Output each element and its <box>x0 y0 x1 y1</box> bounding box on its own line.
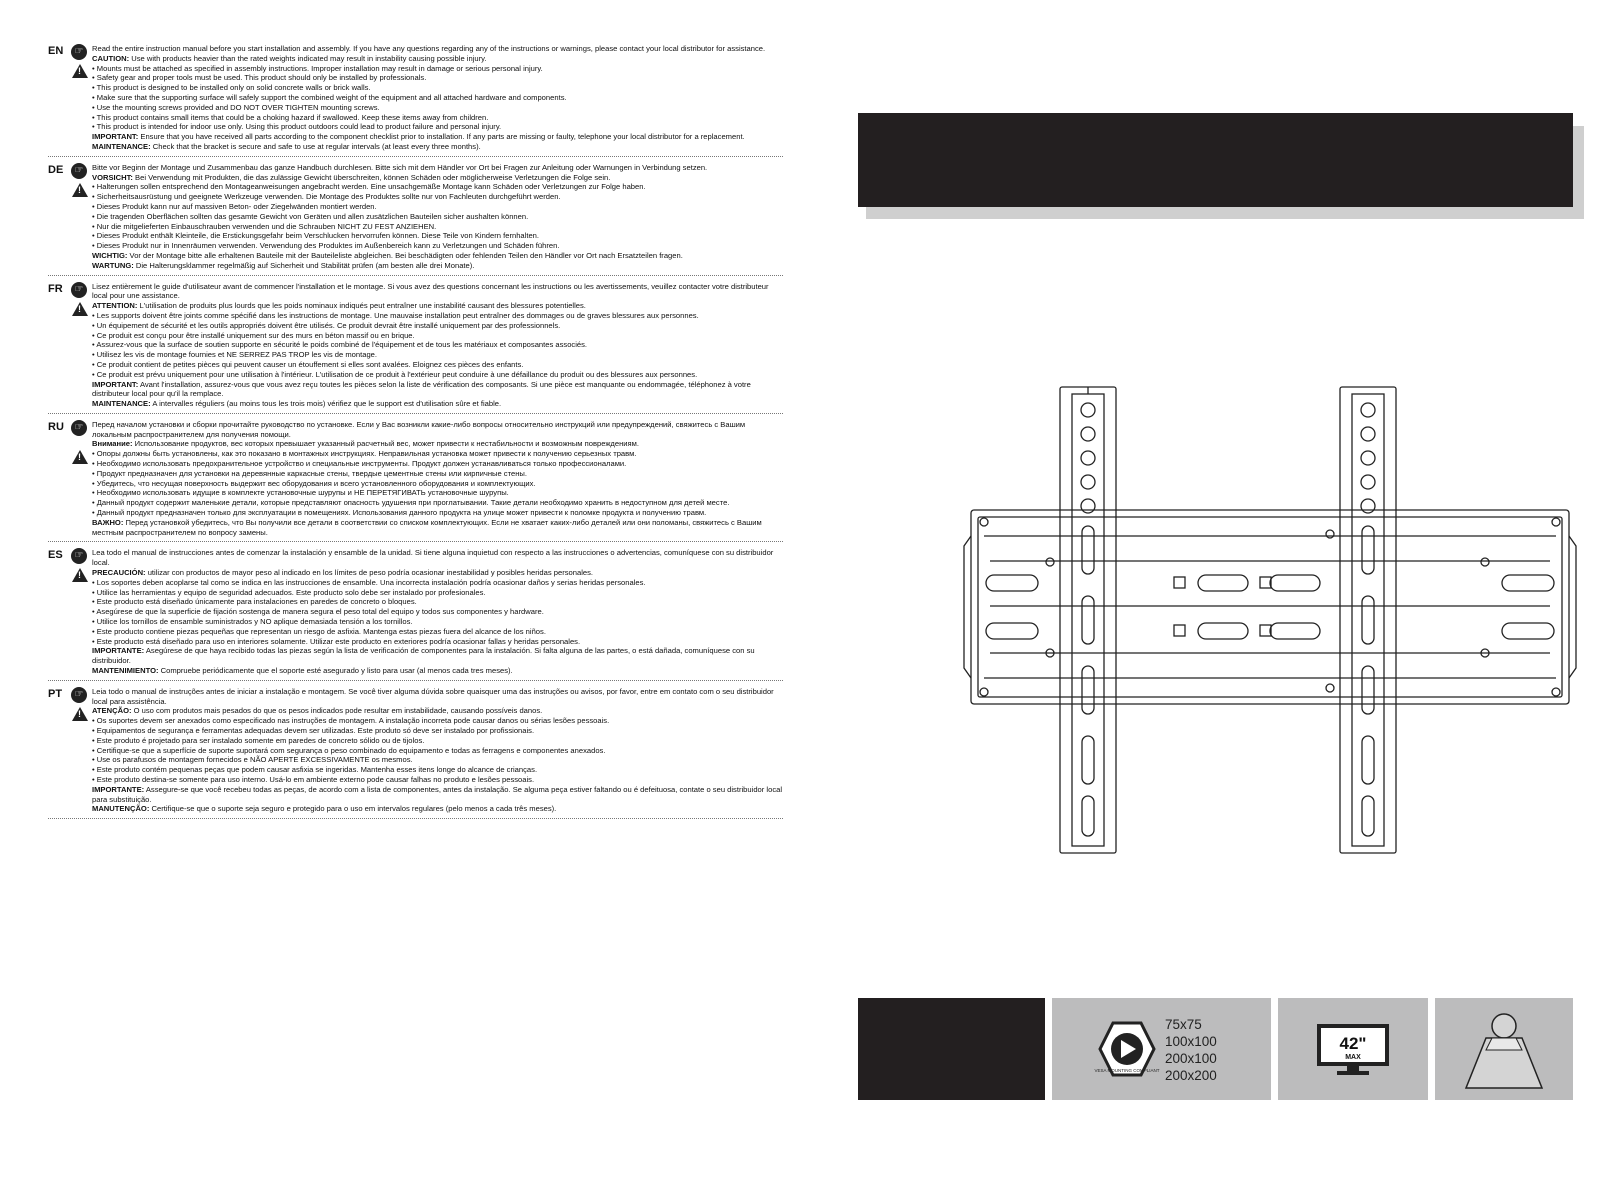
instruction-text: Compruebe periódicamente que el soporte esté asegurado y listo para usar (al menos cada tres meses). <box>158 666 513 676</box>
instruction-line <box>92 261 783 271</box>
instruction-line <box>92 518 783 538</box>
model-block <box>858 998 1045 1100</box>
vesa-compliant-icon <box>1094 1020 1160 1078</box>
read-manual-icon: ☞ <box>71 548 87 564</box>
instruction-text: L'utilisation de produits plus lourds que les poids nominaux indiqués peut entraîner une instabilité causant des blessures potentielles. <box>137 301 586 311</box>
instruction-label: Внимание: <box>92 439 133 449</box>
instruction-text: Assegure-se que você recebeu todas as peças, de acordo com a lista de componentes, antes da instalação. Se alguma peça estiver faltando ou é defeituosa, contate o seu distribuidor local para substituição. <box>92 784 783 804</box>
max-label: MAX <box>1345 1054 1361 1061</box>
instruction-text: Use with products heavier than the rated weights indicated may result in instability causing possible injury. <box>129 53 487 63</box>
language-section-de <box>48 163 783 276</box>
instruction-label: ВАЖНО: <box>92 517 124 527</box>
instruction-text: Bitte vor Beginn der Montage und Zusammenbau das ganze Handbuch durchlesen. Bitte sich mit dem Händler vor Ort bei Fragen zur Anleitung oder Warnungen in Verbindung setzen. <box>92 162 708 172</box>
instruction-text: • Dieses Produkt kann nur auf massiven Beton- oder Ziegelwänden montiert werden. <box>92 201 377 211</box>
instruction-line <box>92 380 783 400</box>
instruction-line <box>92 173 783 183</box>
instruction-line <box>92 103 783 113</box>
language-code: RU <box>48 420 64 433</box>
instruction-text: • Un équipement de sécurité et les outils appropriés doivent être utilisés. Ce produit devrait être installé uniquement par des professionnels. <box>92 320 561 330</box>
instruction-line <box>92 469 783 479</box>
instruction-line <box>92 321 783 331</box>
instruction-label: MANTENIMIENTO: <box>92 666 159 676</box>
instructions-column <box>48 44 783 825</box>
instruction-line <box>92 231 783 241</box>
instruction-text: • Ce produit contient de petites pièces qui peuvent causer un étouffement si elles sont avalées. Eloignez ces pièces des enfants. <box>92 359 524 369</box>
instruction-label: MANUTENÇÃO: <box>92 804 150 814</box>
instruction-line <box>92 122 783 132</box>
tv-screen-icon <box>1315 1022 1391 1078</box>
instruction-line <box>92 331 783 341</box>
language-code: DE <box>48 163 64 176</box>
instruction-text: • This product contains small items that could be a choking hazard if swallowed. Keep these items away from children. <box>92 112 489 122</box>
instruction-text: • Certifique-se que a superfície de suporte suportará com segurança o peso combinado do equipamento e todas as ferragens e componentes anexados. <box>92 745 606 755</box>
read-manual-icon: ☞ <box>71 420 87 436</box>
instruction-line <box>92 212 783 222</box>
instruction-line <box>92 548 783 568</box>
instruction-label: WICHTIG: <box>92 250 128 260</box>
instruction-text: Bei Verwendung mit Produkten, die das zulässige Gewicht überschreiten, können Schäden oder möglicherweise Verletzungen die Folge sein. <box>132 172 611 182</box>
instruction-label: IMPORTANTE: <box>92 646 145 656</box>
instruction-line <box>92 251 783 261</box>
instruction-line <box>92 597 783 607</box>
instruction-text: • Use the mounting screws provided and DO NOT OVER TIGHTEN mounting screws. <box>92 102 380 112</box>
instruction-label: IMPORTANTE: <box>92 784 145 794</box>
instruction-label: MAINTENANCE: <box>92 399 151 409</box>
instruction-text: • Utilice los tornillos de ensamble suministrados y NO aplique demasiada tensión a los tornillos. <box>92 617 413 627</box>
instruction-text: • Dieses Produkt nur in Innenräumen verwenden. Verwendung des Produktes im Außenbereich kann zu Verletzungen und Schäden führen. <box>92 241 560 251</box>
instruction-text: • Este produto é projetado para ser instalado somente em paredes de concreto sólido ou de tijolos. <box>92 735 425 745</box>
instruction-line <box>92 420 783 440</box>
instruction-line <box>92 568 783 578</box>
instruction-text: Lisez entièrement le guide d'utilisateur avant de commencer l'installation et le montage. Si vous avez des questions concernant les instructions ou les avertissements, veuillez contacter votre distributeur local pour une assistance. <box>92 281 769 301</box>
instruction-text: • Die tragenden Oberflächen sollten das gesamte Gewicht von Geräten und allen zusätzlichen Bauteilen sicher aushalten können. <box>92 211 529 221</box>
instruction-line <box>92 132 783 142</box>
instruction-text: • Assurez-vous que la surface de soutien supporte en sécurité le poids combiné de l'équipement et de tous les matériaux et composantes associés. <box>92 340 588 350</box>
title-banner <box>858 113 1573 207</box>
instruction-label: PRECAUCIÓN: <box>92 568 146 578</box>
instruction-line <box>92 666 783 676</box>
instruction-line <box>92 54 783 64</box>
instruction-line <box>92 736 783 746</box>
read-manual-icon: ☞ <box>71 687 87 703</box>
instruction-text: • Продукт предназначен для установки на деревянные каркасные стены, твердые цементные стены или кирпичные стены. <box>92 468 527 478</box>
max-screen-size: 42" <box>1339 1034 1367 1053</box>
warning-icon <box>72 302 88 316</box>
instruction-text: • Halterungen sollen entsprechend den Montageanweisungen angebracht werden. Eine unsachgemäße Montage kann Schäden oder Verletzungen zur Folge haben. <box>92 182 646 192</box>
read-manual-icon: ☞ <box>71 44 87 60</box>
instruction-text: Asegúrese de que haya recibido todas las piezas según la lista de verificación de componentes para la instalación. Si falta alguna de las partes, o está dañada, comuníquese con su distribuidor. <box>92 646 755 666</box>
instruction-line <box>92 508 783 518</box>
instruction-text: • Mounts must be attached as specified in assembly instructions. Improper installation may result in damage or serious personal injury. <box>92 63 543 73</box>
instruction-text: Ensure that you have received all parts according to the component checklist prior to installation. If any parts are missing or faulty, telephone your local distributor for a replacement. <box>138 132 745 142</box>
instruction-line <box>92 607 783 617</box>
instruction-text: Leia todo o manual de instruções antes de iniciar a instalação e montagem. Se você tiver alguma dúvida sobre quaisquer uma das instruções ou avisos, por favor, entre em contato com o seu distribuidor local para assistência. <box>92 686 774 706</box>
instruction-line <box>92 241 783 251</box>
language-section-pt <box>48 687 783 819</box>
language-code: EN <box>48 45 64 57</box>
instruction-text: Lea todo el manual de instrucciones antes de comenzar la instalación y ensamble de la unidad. Si tiene alguna inquietud con respecto a las instrucciones o advertencias, comuníquese con su distribuidor local. <box>92 548 774 568</box>
instruction-label: IMPORTANT: <box>92 379 139 389</box>
instruction-line <box>92 73 783 83</box>
instruction-line <box>92 804 783 814</box>
language-section-ru <box>48 420 783 543</box>
instruction-line <box>92 755 783 765</box>
language-code: ES <box>48 549 63 562</box>
instruction-line <box>92 370 783 380</box>
instruction-text: • Данный продукт содержит маленькие детали, которые представляют опасность удушения при проглатывании. Такие детали необходимо хранить в недоступном для детей месте. <box>92 498 730 508</box>
instruction-text: • Este producto está diseñado para uso en interiores solamente. Utilizar este producto en exteriores podría ocasionar fallas y heridas personales. <box>92 636 581 646</box>
instruction-text: • Safety gear and proper tools must be used. This product should only be installed by professionals. <box>92 73 427 83</box>
instruction-line <box>92 93 783 103</box>
weight-feature <box>1435 998 1573 1100</box>
instruction-line <box>92 83 783 93</box>
instruction-text: • Sicherheitsausrüstung und geeignete Werkzeuge verwenden. Die Montage des Produktes sollte nur von Fachleuten durchgeführt werden. <box>92 192 561 202</box>
instruction-line <box>92 113 783 123</box>
instruction-text: Certifique-se que o suporte seja seguro e protegido para o uso em intervalos regulares (pelo menos a cada três meses). <box>149 804 557 814</box>
wall-plate <box>964 510 1576 704</box>
instruction-line <box>92 637 783 647</box>
instruction-line <box>92 578 783 588</box>
instruction-text: • Данный продукт предназначен только для эксплуатации в помещениях. Использования данного продукта на улице может привести к поломке продукта и получению травм. <box>92 508 707 518</box>
instruction-label: MAINTENANCE: <box>92 141 151 151</box>
instruction-line <box>92 765 783 775</box>
instruction-text: • Необходимо использовать предохранительное устройство и специальные инструменты. Продукт должен устанавливаться только профессионалами. <box>92 459 627 469</box>
instruction-text: • Опоры должны быть установлены, как это показано в монтажных инструкциях. Неправильная установка может привести к получению серьезных травм. <box>92 449 637 459</box>
warning-icon <box>72 568 88 582</box>
instruction-text: • Ce produit est prévu uniquement pour une utilisation à l'intérieur. L'utilisation de ce produit à l'extérieur peut conduire à une défaillance du produit ou des blessures aux personnes. <box>92 369 698 379</box>
instruction-line <box>92 360 783 370</box>
instruction-line <box>92 706 783 716</box>
weight-icon <box>1462 1008 1546 1092</box>
language-code: FR <box>48 282 63 295</box>
instruction-label: IMPORTANT: <box>92 132 139 142</box>
instruction-line <box>92 617 783 627</box>
vesa-size: 100x100 <box>1165 1034 1217 1049</box>
instruction-line <box>92 64 783 74</box>
instruction-text: • Este produto destina-se somente para uso interno. Usá-lo em ambiente externo pode causar falhas no produto e lesões pessoais. <box>92 774 535 784</box>
instruction-text: • Utilice las herramientas y equipo de seguridad adecuados. Este producto solo debe ser instalado por profesionales. <box>92 587 486 597</box>
vesa-size: 200x200 <box>1165 1068 1217 1083</box>
warning-icon <box>72 183 88 197</box>
instruction-text: O uso com produtos mais pesados do que os pesos indicados pode resultar em instabilidade, causando possíveis danos. <box>131 706 543 716</box>
left-vertical-arm <box>1060 387 1116 853</box>
instruction-text: • Убедитесь, что несущая поверхность выдержит вес оборудования и всего установленного оборудования и комплектующих. <box>92 478 536 488</box>
instruction-text: • Make sure that the supporting surface will safely support the combined weight of the equipment and all attached hardware and components. <box>92 92 567 102</box>
instruction-label: VORSICHT: <box>92 172 133 182</box>
instruction-line <box>92 785 783 805</box>
instruction-line <box>92 687 783 707</box>
language-section-fr <box>48 282 783 414</box>
instruction-line <box>92 222 783 232</box>
instruction-text: • Les supports doivent être joints comme spécifié dans les instructions de montage. Une mauvaise installation peut entraîner des dommages ou de graves blessures aux personnes. <box>92 310 699 320</box>
language-code: PT <box>48 687 63 700</box>
instruction-line <box>92 449 783 459</box>
instruction-line <box>92 479 783 489</box>
read-manual-icon: ☞ <box>71 163 87 179</box>
instruction-line <box>92 399 783 409</box>
instruction-text: • Utilisez les vis de montage fournies et NE SERREZ PAS TROP les vis de montage. <box>92 350 378 360</box>
instruction-text: • Use os parafusos de montagem fornecidos e NÃO APERTE EXCESSIVAMENTE os mesmos. <box>92 755 413 765</box>
instruction-text: utilizar con productos de mayor peso al indicado en los límites de peso podría ocasionar inestabilidad y posibles heridas personales. <box>145 568 594 578</box>
instruction-label: WARTUNG: <box>92 260 134 270</box>
instruction-text: • Este producto está diseñado únicamente para instalaciones en paredes de concreto o bloques. <box>92 597 417 607</box>
instruction-text: • Ce produit est conçu pour être installé uniquement sur des murs en béton massif ou en brique. <box>92 330 415 340</box>
instruction-line <box>92 163 783 173</box>
instruction-text: • Equipamentos de segurança e ferramentas adequadas devem ser utilizadas. Este produto só deve ser instalado por profissionais. <box>92 726 535 735</box>
instruction-text: Avant l'installation, assurez-vous que vous avez reçu toutes les pièces selon la liste de vérification des composants. Si une pièce est manquante ou endommagée, téléphonez à votre distributeur local pour qu'il la remplace. <box>92 379 751 399</box>
instruction-line <box>92 282 783 302</box>
warning-icon <box>72 64 88 78</box>
wall-mount-bracket-drawing <box>970 386 1570 856</box>
instruction-line <box>92 44 783 54</box>
instruction-text: • Este producto contiene piezas pequeñas que representan un riesgo de asfixia. Mantenga estas piezas fuera del alcance de los niños. <box>92 626 546 636</box>
instruction-text: • Este produto contém pequenas peças que podem causar asfixia se ingeridas. Mantenha esses itens longe do alcance de crianças. <box>92 765 538 775</box>
instruction-line <box>92 716 783 726</box>
instruction-line <box>92 488 783 498</box>
vesa-size: 75x75 <box>1165 1017 1202 1032</box>
instruction-line <box>92 775 783 785</box>
instruction-line <box>92 192 783 202</box>
instruction-line <box>92 142 783 152</box>
instruction-text: • Asegúrese de que la superficie de fijación sostenga de manera segura el peso total del equipo y todos sus componentes y hardware. <box>92 607 544 617</box>
instruction-text: Использование продуктов, вес которых превышает указанный расчетный вес, может привести к нестабильности и возможным повреждениям. <box>132 439 639 449</box>
warning-icon <box>72 707 88 721</box>
instruction-line <box>92 439 783 449</box>
instruction-line <box>92 746 783 756</box>
instruction-line <box>92 350 783 360</box>
instruction-line <box>92 498 783 508</box>
instruction-line <box>92 301 783 311</box>
instruction-text: Перед началом установки и сборки прочитайте руководство по установке. Если у Вас возникли какие-либо вопросы относительно инструкций или предупреждений, свяжитесь с Вашим локальным распространителем для получения помощи. <box>92 419 746 439</box>
instruction-text: • Dieses Produkt enthält Kleinteile, die Erstickungsgefahr beim Verschlucken hervorrufen können. Diese Teile von Kindern fernhalten. <box>92 231 540 241</box>
instruction-line <box>92 627 783 637</box>
instruction-text: • Nur die mitgelieferten Einbauschrauben verwenden und die Schrauben NICHT ZU FEST ANZIEHEN. <box>92 221 437 231</box>
screen-size-feature <box>1278 998 1428 1100</box>
instruction-text: • Необходимо использовать идущие в комплекте установочные шурупы и НЕ ПЕРЕТЯГИВАТЬ установочные шурупы. <box>92 488 509 498</box>
vesa-logo-text: VESA MOUNTING COMPLIANT <box>1094 1068 1160 1073</box>
instruction-text: Vor der Montage bitte alle erhaltenen Bauteile mit der Bauteileliste abgleichen. Bei beschädigten oder fehlenden Teilen den Händler vor Ort nach Ersatzteilen fragen. <box>127 250 683 260</box>
instruction-label: CAUTION: <box>92 53 130 63</box>
instruction-text: Die Halterungsklammer regelmäßig auf Sicherheit und Stabilität prüfen (am besten alle drei Monate). <box>133 260 475 270</box>
instruction-text: • Los soportes deben acoplarse tal como se indica en las instrucciones de ensamble. Una incorrecta instalación podría ocasionar daños y serias heridas personales. <box>92 577 646 587</box>
instruction-label: ATENÇÃO: <box>92 706 132 716</box>
instruction-text: • Os suportes devem ser anexados como especificado nas instruções de montagem. A instalação incorreta pode causar danos ou sérias lesões pessoais. <box>92 716 610 726</box>
vesa-feature <box>1052 998 1271 1100</box>
instruction-line <box>92 588 783 598</box>
instruction-text: Check that the bracket is secure and safe to use at regular intervals (at least every three months). <box>150 141 481 151</box>
warning-icon <box>72 450 88 464</box>
read-manual-icon: ☞ <box>71 282 87 298</box>
instruction-label: ATTENTION: <box>92 301 138 311</box>
instruction-line <box>92 182 783 192</box>
instruction-text: Read the entire instruction manual before you start installation and assembly. If you have any questions regarding any of the instructions or warnings, please contact your local distributor for assistance. <box>92 44 766 53</box>
instruction-line <box>92 646 783 666</box>
instruction-text: • This product is designed to be installed only on solid concrete walls or brick walls. <box>92 83 371 93</box>
vesa-pattern-list <box>1165 1016 1217 1084</box>
instruction-line <box>92 202 783 212</box>
language-section-es <box>48 548 783 680</box>
instruction-line <box>92 459 783 469</box>
instruction-line <box>92 311 783 321</box>
language-section-en <box>48 44 783 157</box>
vesa-size: 200x100 <box>1165 1051 1217 1066</box>
instruction-line <box>92 726 783 736</box>
right-vertical-arm <box>1340 387 1396 853</box>
instruction-text: Перед установкой убедитесь, что Вы получили все детали в соответствии со списком комплектующих. Если не хватает каких-либо деталей или они поломаны, свяжитесь с Вашим местным распространителем по вопросу замены. <box>92 517 762 537</box>
instruction-line <box>92 340 783 350</box>
instruction-text: A intervalles réguliers (au moins tous les trois mois) vérifiez que le support est d'utilisation sûre et fiable. <box>150 399 502 409</box>
instruction-text: • This product is intended for indoor use only. Using this product outdoors could lead to product failure and personal injury. <box>92 122 502 132</box>
